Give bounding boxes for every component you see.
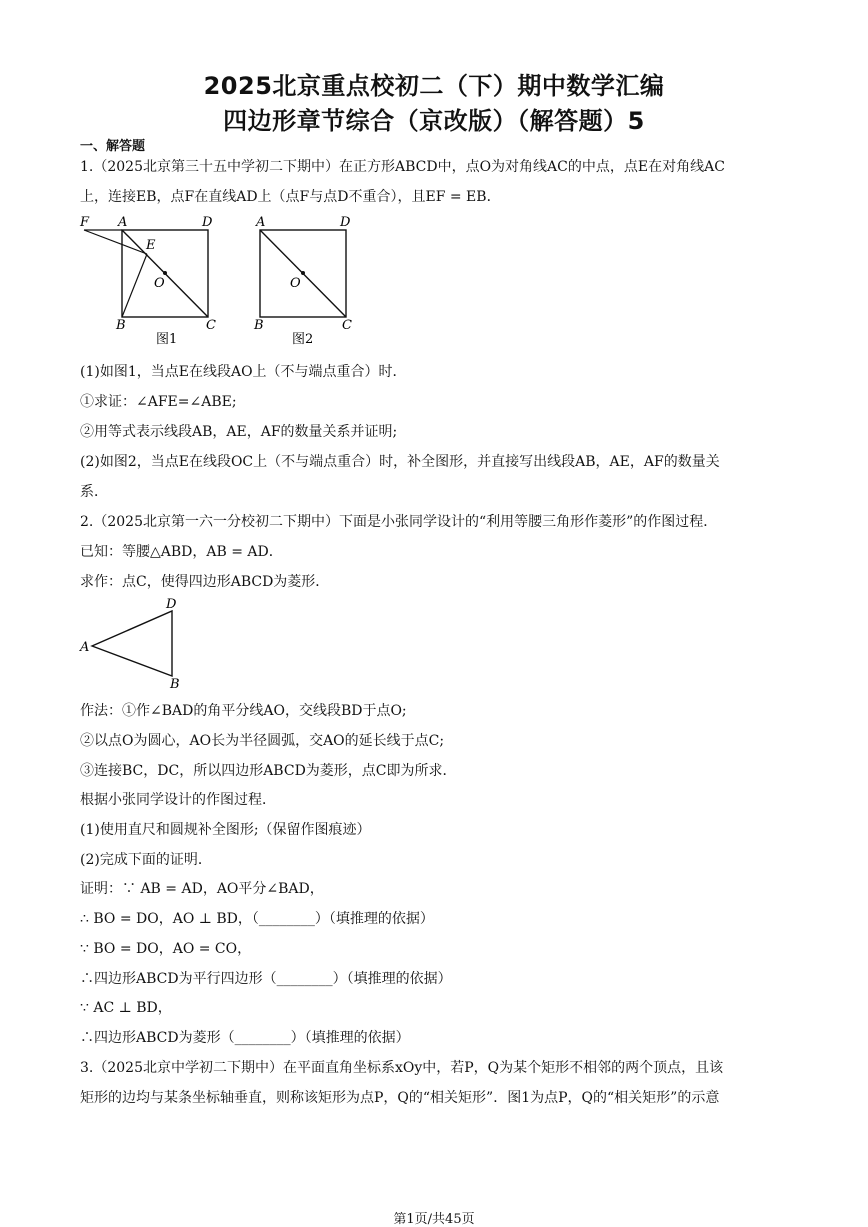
segment-eb [122, 254, 147, 317]
page-footer: 第1页/共45页 [393, 1212, 475, 1227]
label-o: O [154, 276, 165, 291]
q2-step3: ③连接BC，DC，所以四边形ABCD为菱形，点C即为所求． [80, 763, 457, 779]
section-heading: 一、解答题 [80, 139, 146, 154]
label-b: B [116, 318, 126, 333]
q2-triangle-figure [78, 596, 188, 691]
segment-fe [84, 230, 147, 254]
q2-step2: ②以点O为圆心，AO长为半径圆弧，交AO的延长线于点C; [80, 733, 445, 749]
q2-line1: 2.（2025北京第一六一分校初二下期中）下面是小张同学设计的“利用等腰三角形作菱形”的作图过程． [80, 514, 718, 530]
q2-part2: (2)完成下面的证明． [80, 852, 212, 868]
q1-figure-1 [78, 212, 228, 347]
label-c: C [342, 318, 352, 333]
q3-line2: 矩形的边均与某条坐标轴垂直，则称该矩形为点P，Q的“相关矩形”．图1为点P，Q的“相关矩形”的示意 [80, 1090, 720, 1106]
q2-proof2: ∴ BO = DO，AO ⊥ BD，（________）（填推理的依据） [80, 911, 434, 927]
label-a: A [118, 215, 128, 230]
q1-line1: 1.（2025北京第三十五中学初二下期中）在正方形ABCD中，点O为对角线AC的中点，点E在对角线AC [80, 159, 725, 175]
label-b: B [170, 677, 180, 691]
label-b: B [254, 318, 264, 333]
triangle-abd [92, 611, 172, 676]
q2-proof4: ∴四边形ABCD为平行四边形（________）（填推理的依据） [80, 971, 452, 987]
q2-proof3: ∵ BO = DO，AO = CO， [80, 941, 252, 957]
document-title-line1: 2025北京重点校初二（下）期中数学汇编 [203, 72, 665, 100]
document-title-line2: 四边形章节综合（京改版）（解答题）5 [223, 107, 645, 135]
q1-figure-2 [250, 212, 360, 347]
label-o: O [290, 276, 301, 291]
label-c: C [206, 318, 216, 333]
figure-caption: 图2 [292, 332, 314, 347]
q1-part1a: ①求证：∠AFE=∠ABE; [80, 394, 237, 410]
point-o [301, 271, 305, 275]
q1-part1: (1)如图1，当点E在线段AO上（不与端点重合）时． [80, 364, 407, 380]
q1-part1b: ②用等式表示线段AB，AE，AF的数量关系并证明; [80, 424, 398, 440]
q2-find: 求作：点C，使得四边形ABCD为菱形． [80, 574, 330, 590]
label-f: F [80, 215, 90, 230]
label-a: A [80, 640, 90, 655]
point-o [163, 271, 167, 275]
q2-proof6: ∴四边形ABCD为菱形（________）（填推理的依据） [80, 1030, 410, 1046]
label-d: D [340, 215, 351, 230]
q2-intro: 根据小张同学设计的作图过程． [80, 792, 276, 808]
q2-part1: (1)使用直尺和圆规补全图形;（保留作图痕迹） [80, 822, 371, 838]
q2-given: 已知：等腰△ABD，AB = AD． [80, 544, 283, 560]
q1-part2b: 系． [80, 484, 108, 500]
label-d: D [166, 597, 177, 612]
q1-part2a: (2)如图2，当点E在线段OC上（不与端点重合）时，补全图形，并直接写出线段AB，AE，AF的数量关 [80, 454, 720, 470]
q1-line2: 上，连接EB，点F在直线AD上（点F与点D不重合），且EF = EB． [80, 189, 501, 205]
label-e: E [146, 238, 156, 253]
label-d: D [202, 215, 213, 230]
figure-caption: 图1 [156, 332, 178, 347]
q2-proof1: 证明：∵ AB = AD，AO平分∠BAD， [80, 881, 324, 897]
q3-line1: 3.（2025北京中学初二下期中）在平面直角坐标系xOy中，若P，Q为某个矩形不相邻的两个顶点，且该 [80, 1060, 724, 1076]
q2-proof5: ∵ AC ⊥ BD， [80, 1000, 172, 1016]
label-a: A [256, 215, 266, 230]
q2-step1: 作法：①作∠BAD的角平分线AO，交线段BD于点O; [80, 703, 407, 719]
